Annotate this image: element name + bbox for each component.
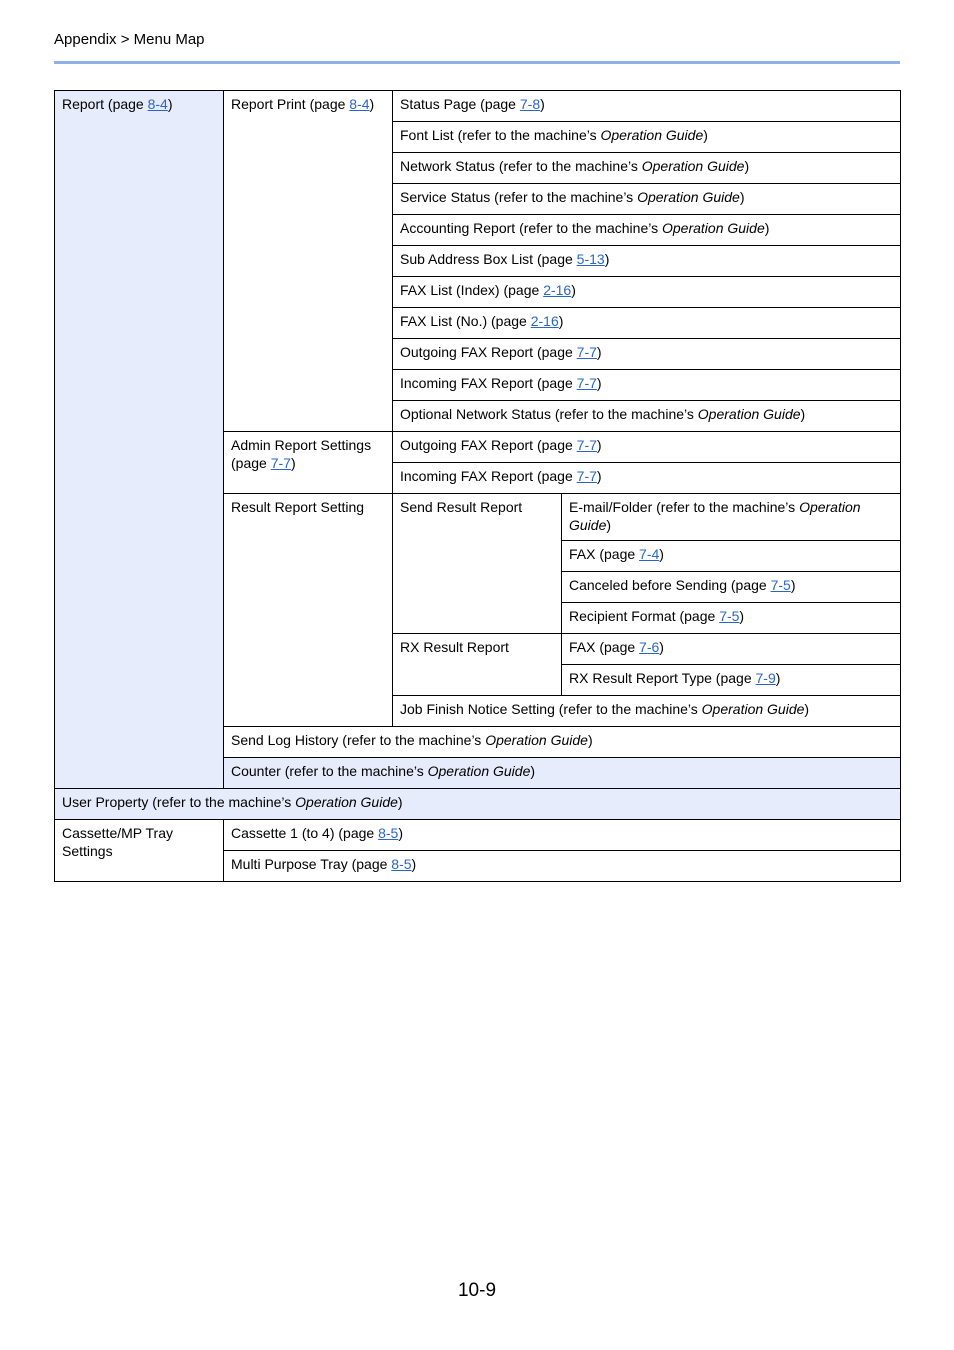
page-link[interactable]: 7-4	[639, 546, 660, 562]
menu-cell-fax-send: FAX (page 7-4)	[562, 541, 901, 572]
menu-cell-user-property: User Property (refer to the machine’s Operation Guide)	[55, 789, 901, 820]
menu-cell-rx-result-report: RX Result Report	[393, 634, 562, 696]
menu-cell-admin-incoming-fax-report: Incoming FAX Report (page 7-7)	[393, 463, 901, 494]
menu-cell-cassette-1-to-4: Cassette 1 (to 4) (page 8-5)	[224, 820, 901, 851]
page-link[interactable]: 7-8	[519, 96, 541, 112]
page-link[interactable]: 7-7	[576, 468, 597, 484]
menu-cell-send-result-report: Send Result Report	[393, 494, 562, 634]
menu-cell-fax-list-index: FAX List (Index) (page 2-16)	[393, 277, 901, 308]
menu-cell-network-status: Network Status (refer to the machine’s Operation Guide)	[393, 153, 901, 184]
menu-cell-recipient-format: Recipient Format (page 7-5)	[562, 603, 901, 634]
page-link[interactable]: 7-7	[576, 344, 597, 360]
header-divider	[54, 61, 900, 64]
menu-cell-status-page: Status Page (page 7-8)	[393, 91, 901, 122]
page-link[interactable]: 8-4	[349, 96, 370, 112]
menu-cell-rx-result-report-type: RX Result Report Type (page 7-9)	[562, 665, 901, 696]
menu-cell-fax-list-no: FAX List (No.) (page 2-16)	[393, 308, 901, 339]
page-link[interactable]: 8-5	[391, 856, 412, 872]
menu-cell-accounting-report: Accounting Report (refer to the machine’s Operation Guide)	[393, 215, 901, 246]
menu-cell-admin-report-settings: Admin Report Settings (page 7-7)	[224, 432, 393, 494]
page-link[interactable]: 8-4	[147, 96, 168, 112]
menu-cell-incoming-fax-report: Incoming FAX Report (page 7-7)	[393, 370, 901, 401]
page-link[interactable]: 8-5	[378, 825, 399, 841]
page-link[interactable]: 7-6	[639, 639, 660, 655]
menu-cell-multi-purpose-tray: Multi Purpose Tray (page 8-5)	[224, 851, 901, 882]
menu-map-table	[54, 90, 901, 882]
menu-cell-result-report-setting: Result Report Setting	[224, 494, 393, 727]
menu-cell-job-finish-notice: Job Finish Notice Setting (refer to the machine’s Operation Guide)	[393, 696, 901, 727]
menu-cell-send-log-history: Send Log History (refer to the machine’s Operation Guide)	[224, 727, 901, 758]
page-link[interactable]: 7-7	[576, 437, 597, 453]
page-link[interactable]: 2-16	[530, 313, 559, 329]
menu-cell-report-print: Report Print (page 8-4)	[224, 91, 393, 432]
menu-cell-sub-address-box-list: Sub Address Box List (page 5-13)	[393, 246, 901, 277]
menu-cell-cassette-mp-tray-settings: Cassette/MP Tray Settings	[55, 820, 224, 882]
menu-cell-canceled-before-sending: Canceled before Sending (page 7-5)	[562, 572, 901, 603]
menu-cell-outgoing-fax-report: Outgoing FAX Report (page 7-7)	[393, 339, 901, 370]
page-link[interactable]: 5-13	[576, 251, 605, 267]
page-link[interactable]: 7-7	[576, 375, 597, 391]
page-link[interactable]: 7-9	[755, 670, 776, 686]
menu-cell-optional-network-status: Optional Network Status (refer to the machine’s Operation Guide)	[393, 401, 901, 432]
page-number: 10-9	[457, 1280, 497, 1301]
menu-cell-service-status: Service Status (refer to the machine’s Operation Guide)	[393, 184, 901, 215]
page-link[interactable]: 7-5	[719, 608, 740, 624]
menu-cell-admin-outgoing-fax-report: Outgoing FAX Report (page 7-7)	[393, 432, 901, 463]
page-link[interactable]: 7-7	[270, 455, 291, 471]
menu-cell-counter: Counter (refer to the machine’s Operation Guide)	[224, 758, 901, 789]
menu-cell-report: Report (page 8-4)	[55, 91, 224, 789]
breadcrumb: Appendix > Menu Map	[54, 31, 205, 48]
page-link[interactable]: 7-5	[770, 577, 791, 593]
menu-cell-email-folder: E-mail/Folder (refer to the machine’s Operation Guide)	[562, 494, 901, 541]
page-link[interactable]: 2-16	[543, 282, 572, 298]
menu-cell-font-list: Font List (refer to the machine’s Operation Guide)	[393, 122, 901, 153]
menu-cell-fax-rx: FAX (page 7-6)	[562, 634, 901, 665]
